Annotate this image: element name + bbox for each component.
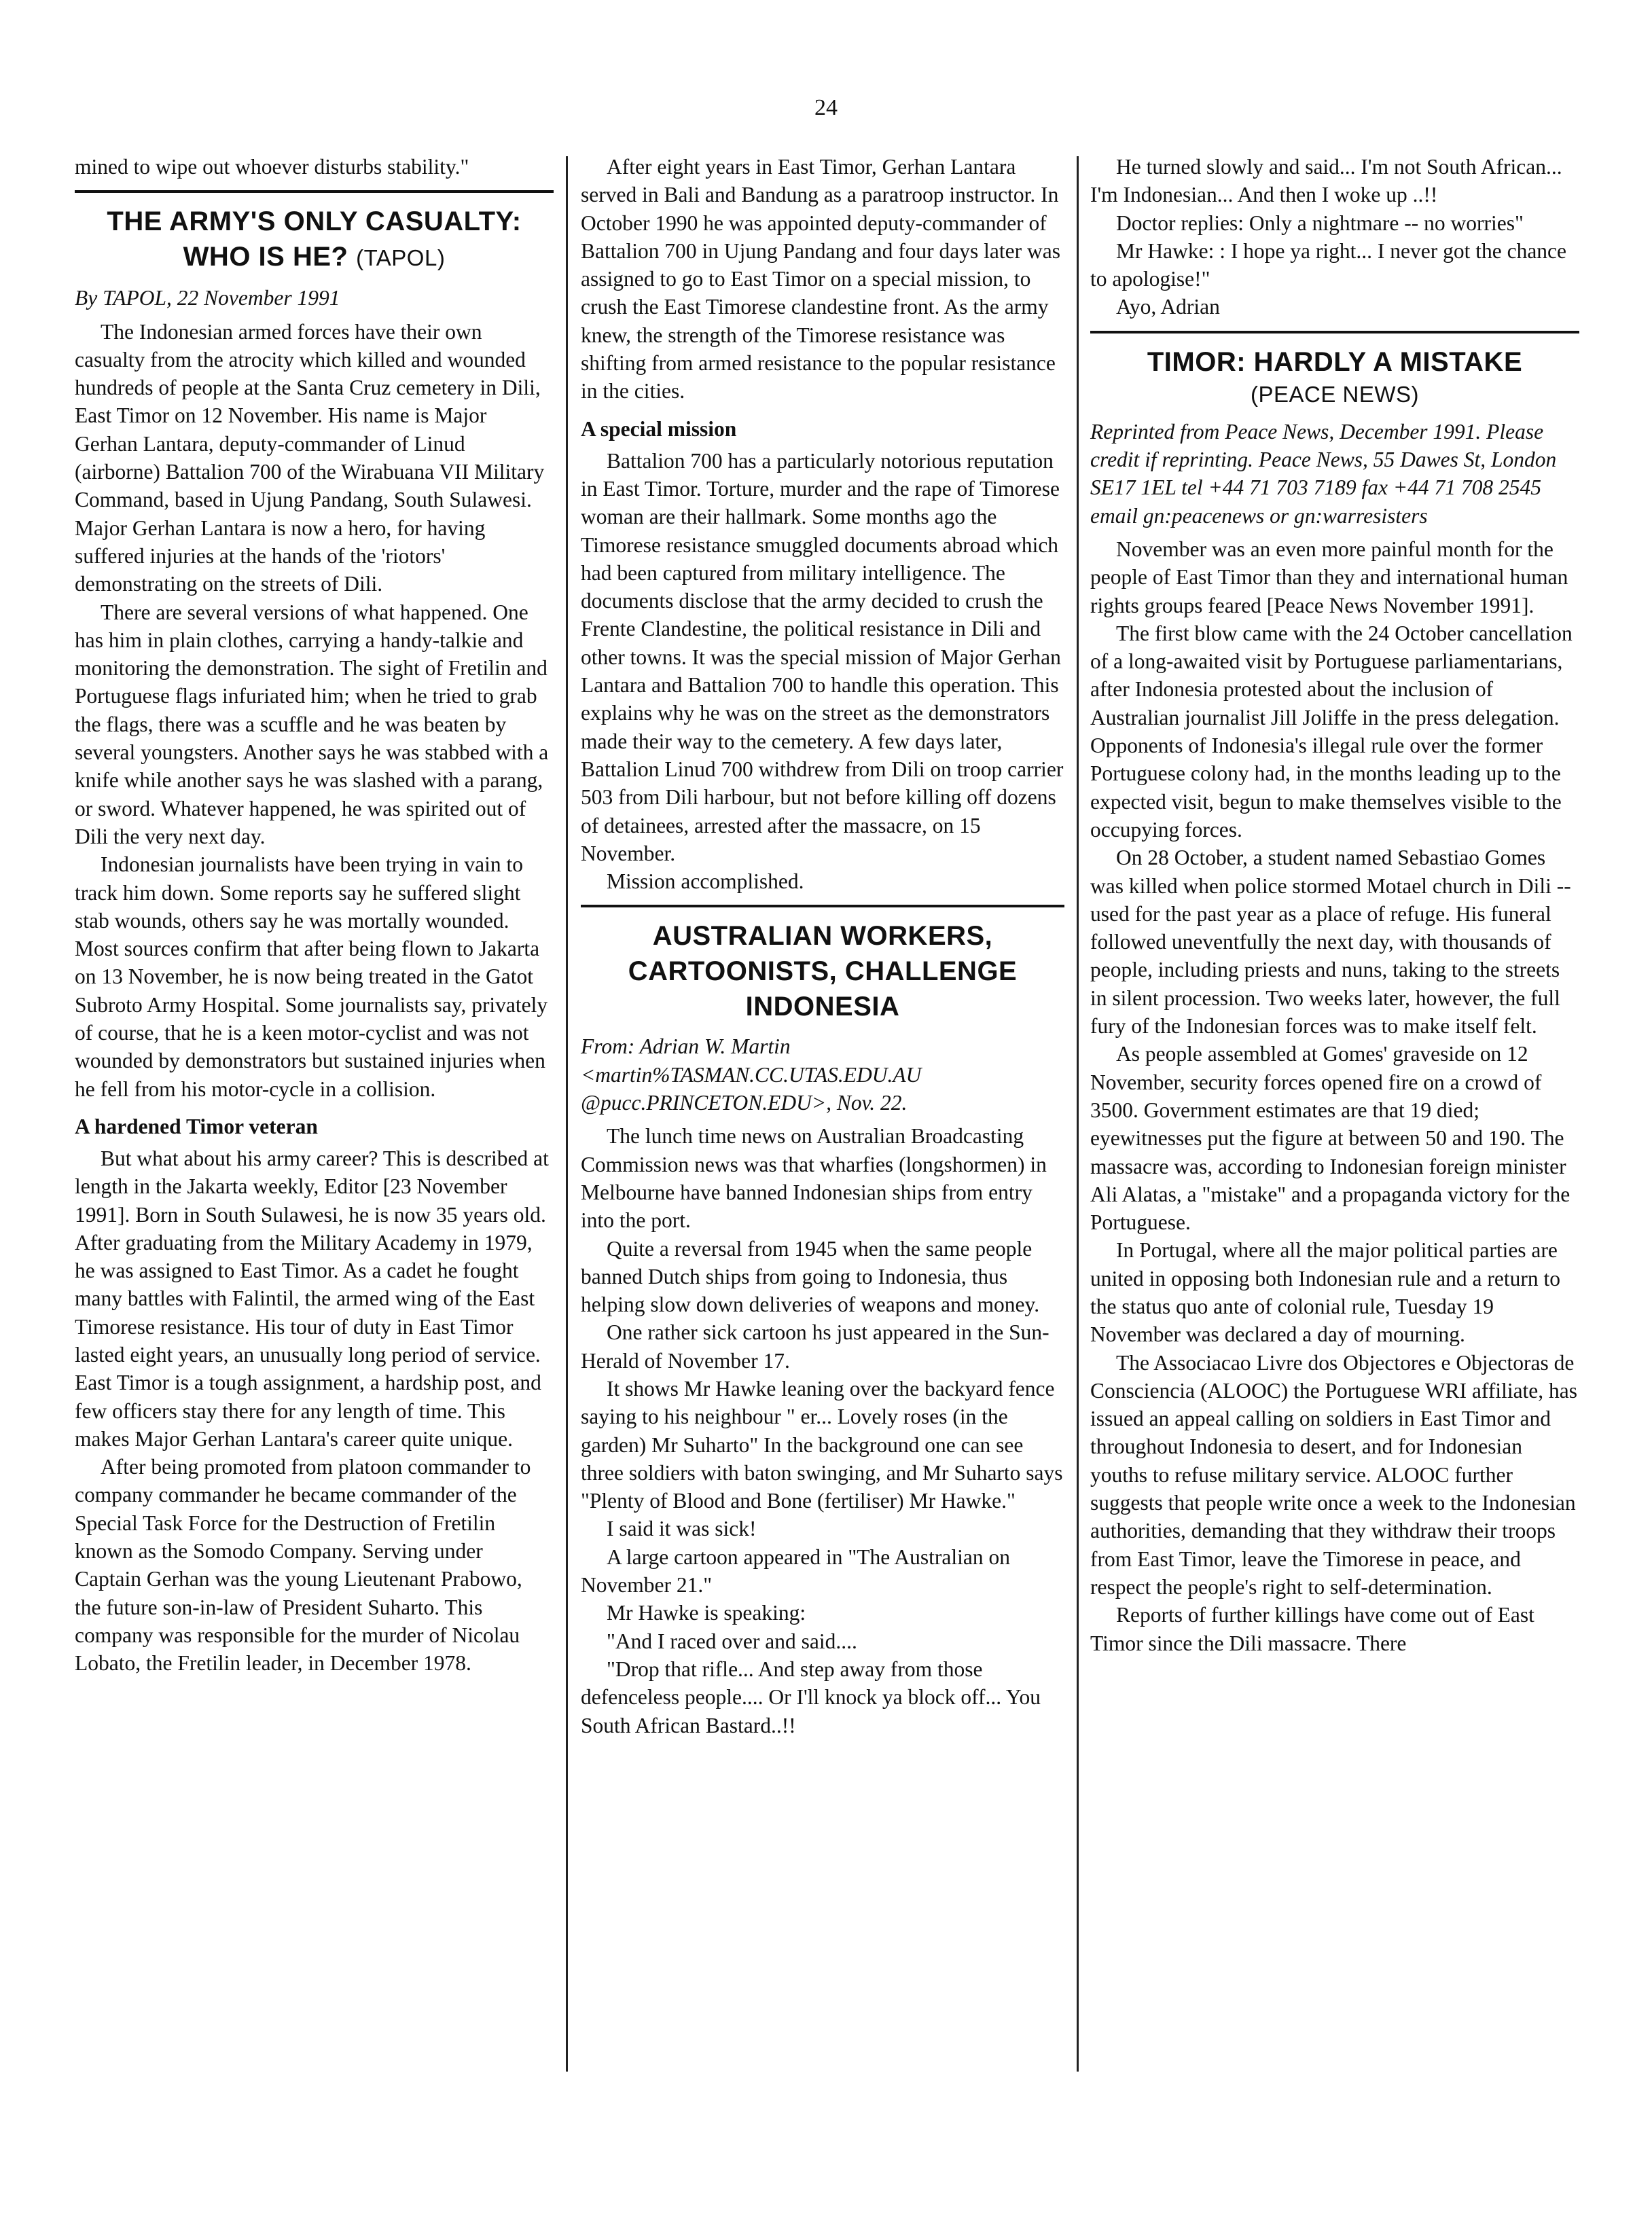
article-byline: By TAPOL, 22 November 1991 xyxy=(75,286,340,310)
article-byline: From: Adrian W. Martin <martin%TASMAN.CC.UTAS.EDU.AU @pucc.PRINCETON.EDU>, Nov. 22. xyxy=(581,1034,922,1115)
subheading: A special mission xyxy=(581,416,737,441)
paragraph: As people assembled at Gomes' graveside on 12 November, security forces opened fire on a crowd of 3500. Government estimates are that 19 died; eyewitnesses put the figure at between 50 and 190. The massacre was, according to Indonesian foreign minister Ali Alatas, a "mistake" and a propaganda victory for the Portuguese. xyxy=(1090,1042,1570,1235)
paragraph: Ayo, Adrian xyxy=(1116,295,1220,319)
paragraph: Mr Hawke: : I hope ya right... I never got the chance to apologise!" xyxy=(1090,238,1567,291)
paragraph: In Portugal, where all the major political parties are united in opposing both Indonesian rule and a return to the status quo ante of colonial rule, Tuesday 19 November was declared a day of mourning. xyxy=(1090,1238,1560,1347)
carryover-text: mined to wipe out whoever disturbs stability." xyxy=(75,155,469,179)
paragraph: Reports of further killings have come out of East Timor since the Dili massacre. There xyxy=(1090,1603,1534,1655)
article-title: AUSTRALIAN WORKERS, CARTOONISTS, CHALLENGE INDONESIA xyxy=(628,921,1018,1022)
subheading: A hardened Timor veteran xyxy=(75,1114,318,1138)
paragraph: "Drop that rifle... And step away from those defenceless people.... Or I'll knock ya block off... You South African Bastard..!! xyxy=(581,1657,1041,1737)
paragraph: The Associacao Livre dos Objectores e Objectoras de Consciencia (ALOOC) the Portuguese WRI affiliate, has issued an appeal calling on soldiers in East Timor and throughout Indonesia to desert, and for Indonesian youths to refuse military service. ALOOC further suggests that people write once a week to the Indonesian authorities, demanding that they withdraw their troops from East Timor, leave the Timorese in peace, and respect the people's right to self-determination. xyxy=(1090,1350,1578,1599)
paragraph: Mission accomplished. xyxy=(607,869,804,894)
column-2 xyxy=(581,153,1064,1739)
column-3 xyxy=(1090,153,1579,1657)
column-1 xyxy=(75,153,554,1678)
article-source-tag: (TAPOL) xyxy=(356,245,446,271)
paragraph: "And I raced over and said.... xyxy=(607,1629,857,1653)
article-title xyxy=(75,204,554,276)
paragraph: The Indonesian armed forces have their own casualty from the atrocity which killed and wounded hundreds of people at the Santa Cruz cemetery in Dili, East Timor on 12 November. His name is Major Gerhan Lantara, deputy-commander of Linud (airborne) Battalion 700 of the Wirabuana VII Military Command, based in Ujung Pandang, South Sulawesi. Major Gerhan Lantara is now a hero, for having suffered injuries at the hands of the 'riotors' demonstrating on the streets of Dili. xyxy=(75,319,545,596)
article-source-tag: (PEACE NEWS) xyxy=(1250,381,1420,407)
article-title-text: TIMOR: HARDLY A MISTAKE xyxy=(1147,346,1523,377)
paragraph: Mr Hawke is speaking: xyxy=(607,1601,806,1625)
section-rule xyxy=(581,905,1064,907)
paragraph: There are several versions of what happened. One has him in plain clothes, carrying a handy-talkie and monitoring the demonstration. The sight of Fretilin and Portuguese flags infuriated him; when he tried to grab the flags, there was a scuffle and he was beaten by several youngsters. Another says he was stabbed with a knife while another says he was slashed with a parang, or sword. Whatever happened, he was spirited out of Dili the very next day. xyxy=(75,600,549,848)
paragraph: On 28 October, a student named Sebastiao Gomes was killed when police stormed Motael church in Dili -- used for the past year as a place of refuge. His funeral followed uneventfully the next day, with thousands of people, including priests and nuns, taking to the streets in silent procession. Two weeks later, however, the full fury of the Indonesian forces was to make itself felt. xyxy=(1090,846,1571,1039)
paragraph: One rather sick cartoon hs just appeared in the Sun-Herald of November 17. xyxy=(581,1320,1049,1373)
page-number: 24 xyxy=(814,95,838,120)
paragraph: November was an even more painful month for the people of East Timor than they and international human rights groups feared [Peace News November 1991]. xyxy=(1090,537,1568,617)
article-title xyxy=(1090,344,1579,410)
paragraph: Indonesian journalists have been trying in vain to track him down. Some reports say he suffered slight stab wounds, others say he was mortally wounded. Most sources confirm that after being flown to Jakarta on 13 November, he is now being treated in the Gatot Subroto Army Hospital. Some journalists say, privately of course, that he is a keen motor-cyclist and was not wounded by demonstrators but sustained injuries when he fell from his motor-cycle in a collision. xyxy=(75,852,548,1101)
column-divider xyxy=(566,156,568,2072)
article-title-text: THE ARMY'S ONLY CASUALTY: WHO IS HE? xyxy=(107,206,522,272)
paragraph: A large cartoon appeared in "The Australian on November 21." xyxy=(581,1545,1010,1597)
column-divider xyxy=(1077,156,1079,2072)
paragraph: But what about his army career? This is described at length in the Jakarta weekly, Editor [23 November 1991]. Born in South Sulawesi, he is now 35 years old. After graduating from the Military Academy in 1979, he was assigned to East Timor. As a cadet he fought many battles with Falintil, the armed wing of the East Timorese resistance. His tour of duty in East Timor lasted eight years, an unusually long period of service. East Timor is a tough assignment, a hardship post, and few officers stay there for any length of time. This makes Major Gerhan Lantara's career quite unique. xyxy=(75,1146,549,1451)
paragraph: It shows Mr Hawke leaning over the backyard fence saying to his neighbour " er... Lovely roses (in the garden) Mr Suharto" In the background one can see three soldiers with baton swinging, and Mr Suharto says "Plenty of Blood and Bone (fertiliser) Mr Hawke." xyxy=(581,1376,1063,1513)
section-rule xyxy=(1090,331,1579,333)
paragraph: After being promoted from platoon commander to company commander he became commander of the Special Task Force for the Destruction of Fretilin known as the Somodo Company. Serving under Captain Gerhan was the young Lieutenant Prabowo, the future son-in-law of President Suharto. This company was responsible for the murder of Nicolau Lobato, the Fretilin leader, in December 1978. xyxy=(75,1455,531,1676)
paragraph: The lunch time news on Australian Broadcasting Commission news was that wharfies (longshormen) in Melbourne have banned Indonesian ships from entry into the port. xyxy=(581,1124,1047,1233)
paragraph: Battalion 700 has a particularly notorious reputation in East Timor. Torture, murder and the rape of Timorese woman are their hallmark. Some months ago the Timorese resistance smuggled documents abroad which had been captured from military intelligence. The documents disclose that the army decided to crush the Frente Clandestine, the political resistance in Dili and other towns. It was the special mission of Major Gerhan Lantara and Battalion 700 to handle this operation. This explains why he was on the street as the demonstrators made their way to the cemetery. A few days later, Battalion Linud 700 withdrew from Dili on troop carrier 503 from Dili harbour, but not before killing off dozens of detainees, arrested after the massacre, on 15 November. xyxy=(581,448,1064,865)
paragraph: Quite a reversal from 1945 when the same people banned Dutch ships from going to Indonesia, thus helping slow down deliveries of weapons and money. xyxy=(581,1236,1040,1317)
paragraph: He turned slowly and said... I'm not South African... I'm Indonesian... And then I woke up ..!! xyxy=(1090,155,1562,207)
paragraph: After eight years in East Timor, Gerhan Lantara served in Bali and Bandung as a paratroop instructor. In October 1990 he was appointed deputy-commander of Battalion 700 in Ujung Pandang and four days later was assigned to go to East Timor on a special mission, to crush the East Timorese clandestine front. As the army knew, the strength of the Timorese resistance was shifting from armed resistance to the popular resistance in the cities. xyxy=(581,155,1060,403)
section-rule xyxy=(75,190,554,193)
paragraph: The first blow came with the 24 October cancellation of a long-awaited visit by Portuguese parliamentarians, after Indonesia protested about the inclusion of Australian journalist Jill Joliffe in the press delegation. Opponents of Indonesia's illegal rule over the former Portuguese colony had, in the months leading up to the expected visit, begun to make themselves visible to the occupying forces. xyxy=(1090,621,1573,842)
paragraph: Doctor replies: Only a nightmare -- no worries" xyxy=(1116,211,1524,235)
paragraph: I said it was sick! xyxy=(607,1517,757,1541)
article-byline: Reprinted from Peace News, December 1991. Please credit if reprinting. Peace News, 55 Dawes St, London SE17 1EL tel +44 71 703 7189 fax +44 71 708 2545 email gn:peacenews or gn:warresisters xyxy=(1090,419,1557,528)
